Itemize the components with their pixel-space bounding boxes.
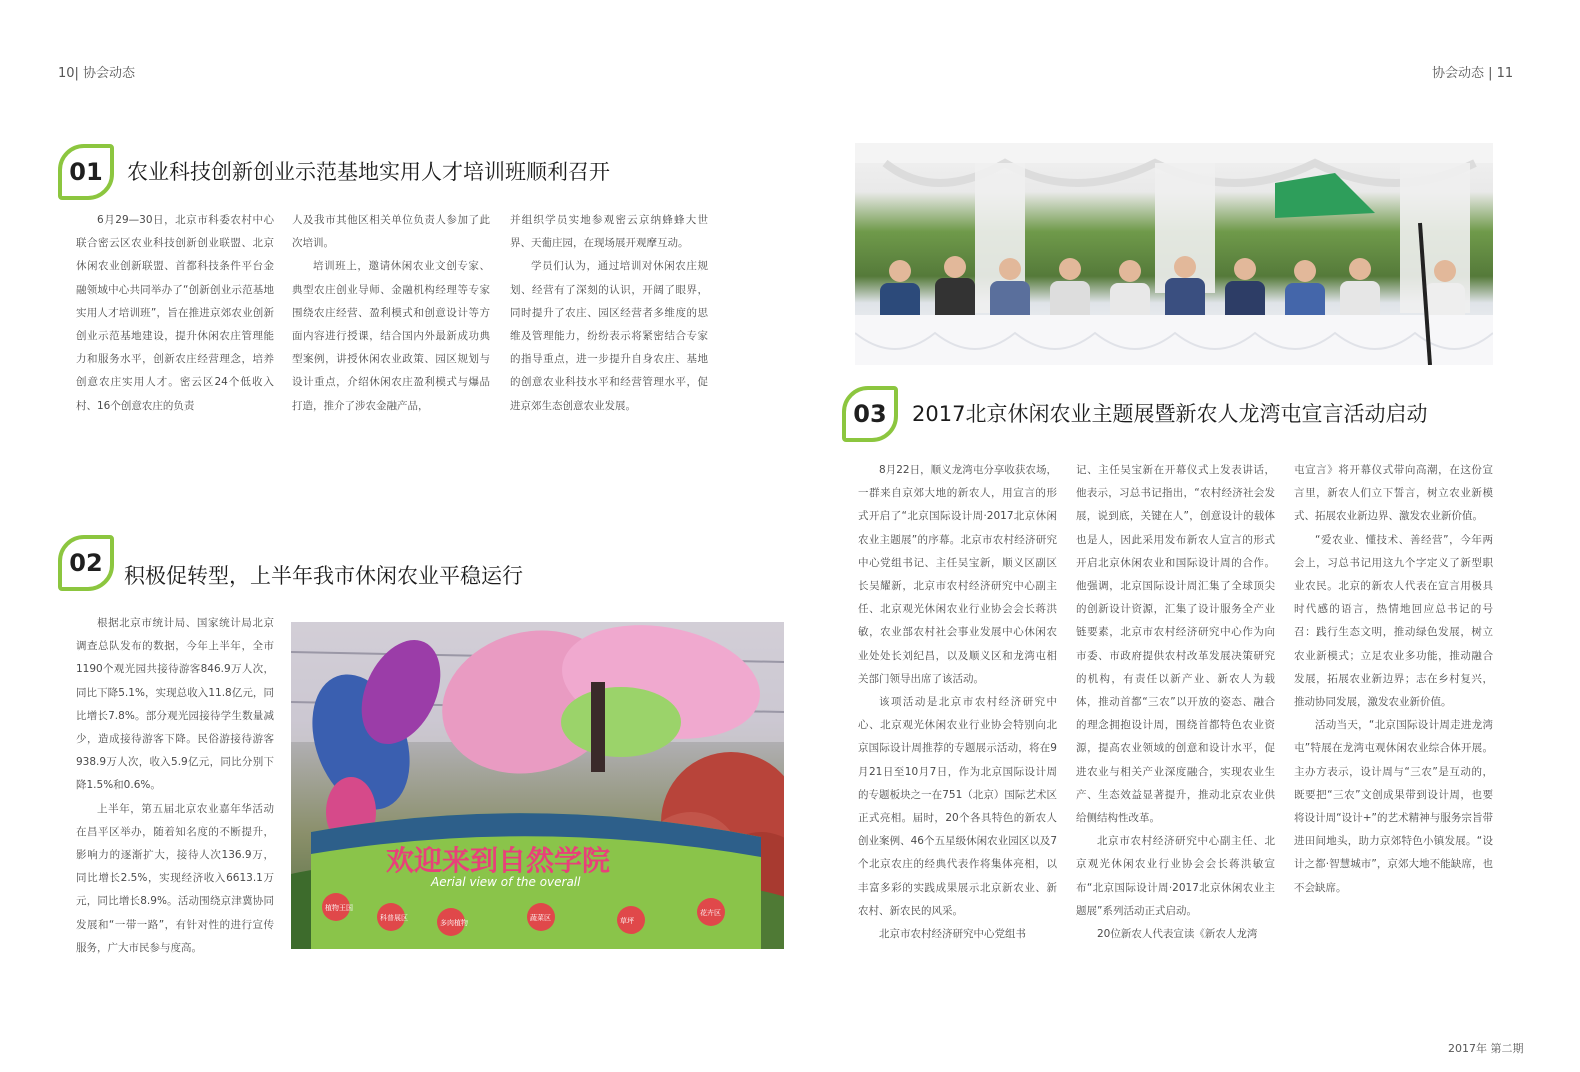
article-02-text	[76, 612, 274, 960]
meeting-photo	[855, 143, 1493, 365]
map-tag: 植物王国	[325, 904, 353, 912]
paragraph: “爱农业、懂技术、善经营”，今年两会上，习总书记用这九个字定义了新型职业农民。北京的新农人代表在宣言用极具时代感的语言，热情地回应总书记的号召：践行生态文明，推动绿色发展，树立农业新模式；立足农业多功能，推动融合发展，拓展农业新边界；志在乡村复兴，推动协同发展，激发农业新价值。	[1294, 533, 1493, 709]
paragraph: 8月22日，顺义龙湾屯分享收获农场，一群来自京郊大地的新农人，用宣言的形式开启了“北京国际设计周·2017北京休闲农业主题展”的序幕。北京市农村经济研究中心党组书记、主任吴宝新，顺义区副区长吴耀新，北京市农村经济研究中心副主任、北京观光休闲农业行业协会会长蒋洪敏，农业部农村社会事业发展中心休闲农业处处长刘纪昌，以及顺义区和龙湾屯相关部门领导出席了该活动。	[858, 464, 1057, 685]
issue-footer: 2017年 第二期	[1448, 1042, 1524, 1055]
article-01-col-3	[510, 209, 708, 418]
paragraph: 记、主任吴宝新在开幕仪式上发表讲话，他表示，习总书记指出，“农村经济社会发展，说到底，关键在人”，创意设计的载体也是人，因此采用发布新农人宣言的形式开启北京休闲农业和国际设计周的合作。他强调，北京国际设计周汇集了全球顶尖的创新设计资源，汇集了设计服务全产业链要素，北京市农村经济研究中心作为向市委、市政府提供农村改革发展决策研究的机构，有责任以新产业、新农人为载体，推动首都“三农”以开放的姿态、融合的理念拥抱设计周，围绕首都特色农业资源，提高农业领域的创意和设计水平，促进农业与相关产业深度融合，实现农业生产、生态效益显著提升，推动北京农业供给侧结构性改革。	[1076, 464, 1275, 825]
photo-sign-cn: 欢迎来到自然学院	[386, 844, 611, 877]
article-03-col-2	[1076, 459, 1275, 946]
article-title-02: 积极促转型，上半年我市休闲农业平稳运行	[124, 564, 523, 588]
paragraph: 屯宣言》将开幕仪式带向高潮，在这份宣言里，新农人们立下誓言，树立农业新模式、拓展农业新边界、激发农业新价值。	[1294, 464, 1493, 523]
meeting-illustration	[855, 143, 1493, 365]
paragraph: 根据北京市统计局、国家统计局北京调查总队发布的数据，今年上半年，全市1190个观光园共接待游客846.9万人次，同比下降5.1%，实现总收入11.8亿元，同比增长7.8%。部分观光园接待学生数量减少，造成接待游客下降。民俗游接待游客938.9万人次，收入5.9亿元，同比分别下降1.5%和0.6%。	[76, 617, 274, 792]
article-title-01: 农业科技创新创业示范基地实用人才培训班顺利召开	[127, 160, 610, 184]
article-number-badge-03	[842, 386, 898, 442]
paragraph: 北京市农村经济研究中心党组书	[879, 928, 1026, 941]
left-page-header: 10| 协会动态	[58, 66, 136, 81]
paragraph: 人及我市其他区相关单位负责人参加了此次培训。	[292, 214, 490, 250]
article-03-col-1	[858, 459, 1057, 946]
map-tag: 科普展区	[380, 914, 408, 922]
map-tag: 蔬菜区	[530, 914, 551, 922]
paragraph: 北京市农村经济研究中心副主任、北京观光休闲农业行业协会会长蒋洪敏宣布“北京国际设计周·2017北京休闲农业主题展”系列活动正式启动。	[1076, 835, 1275, 917]
map-tag: 花卉区	[700, 909, 721, 917]
paragraph: 6月29—30日，北京市科委农村中心联合密云区农业科技创新创业联盟、北京休闲农业创新联盟、首都科技条件平台金融领域中心共同举办了“创新创业示范基地实用人才培训班”，旨在推进京郊农业创新创业示范基地建设，提升休闲农庄管理能力和服务水平，创新农庄经营理念，培养创意农庄实用人才。密云区24个低收入村、16个创意农庄的负责	[76, 214, 274, 412]
article-number-badge-01	[58, 144, 114, 200]
article-title-03: 2017北京休闲农业主题展暨新农人龙湾屯宣言活动启动	[912, 402, 1428, 426]
right-page-header: 协会动态 | 11	[1432, 66, 1514, 81]
paragraph: 并组织学员实地参观密云京纳蜂蜂大世界、天葡庄园，在现场展开观摩互动。	[510, 214, 708, 250]
article-number: 01	[69, 158, 103, 186]
article-01-col-2	[292, 209, 490, 418]
butterfly-garden-illustration	[291, 622, 784, 949]
article-number-badge-02	[58, 535, 114, 591]
paragraph: 20位新农人代表宣读《新农人龙湾	[1097, 928, 1258, 941]
paragraph: 培训班上，邀请休闲农业文创专家、典型农庄创业导师、金融机构经理等专家围绕农庄经营、盈利模式和创意设计等方面内容进行授课，结合国内外最新成功典型案例，讲授休闲农业政策、园区规划与设计重点，介绍休闲农庄盈利模式与爆品打造，推介了涉农金融产品，	[292, 260, 490, 412]
paragraph: 活动当天，“北京国际设计周走进龙湾屯”特展在龙湾屯观休闲农业综合体开展。主办方表示，设计周与“三农”是互动的，既要把“三农”文创成果带到设计周，也要将设计周“设计+”的艺术精神与服务宗旨带进田间地头，助力京郊特色小镇发展。“设计之都·智慧城市”，京郊大地不能缺席，也不会缺席。	[1294, 719, 1493, 894]
paragraph: 上半年，第五届北京农业嘉年华活动在昌平区举办，随着知名度的不断提升，影响力的逐渐扩大，接待人次136.9万，同比增长2.5%，实现经济收入6613.1万元，同比增长8.9%。活动围绕京津冀协同发展和“一带一路”，有针对性的进行宣传服务，广大市民参与度高。	[76, 802, 274, 954]
map-tag: 草坪	[620, 917, 634, 925]
article-01-col-1	[76, 209, 274, 418]
paragraph: 该项活动是北京市农村经济研究中心、北京观光休闲农业行业协会特别向北京国际设计周推荐的专题展示活动，将在9月21日至10月7日，作为北京国际设计周的专题板块之一在751（北京）国际艺术区正式亮相。届时，20个各具特色的新农人创业案例、46个五星级休闲农业园区以及7个北京农庄的经典代表作将集体亮相，以丰富多彩的实践成果展示北京新农业、新农村、新农民的风采。	[858, 696, 1057, 917]
article-number: 02	[69, 549, 103, 577]
article-number: 03	[853, 400, 887, 428]
butterfly-garden-photo	[291, 622, 784, 949]
photo-sign-en: Aerial view of the overall	[431, 875, 581, 889]
map-tag: 多肉植物	[440, 919, 468, 927]
paragraph: 学员们认为，通过培训对休闲农庄规划、经营有了深刻的认识，开阔了眼界，同时提升了农庄、园区经营者多维度的思维及管理能力，纷纷表示将紧密结合专家的指导重点，进一步提升自身农庄、基地的创意农业科技水平和经营管理水平，促进京郊生态创意农业发展。	[510, 260, 708, 412]
article-03-col-3	[1294, 459, 1493, 900]
